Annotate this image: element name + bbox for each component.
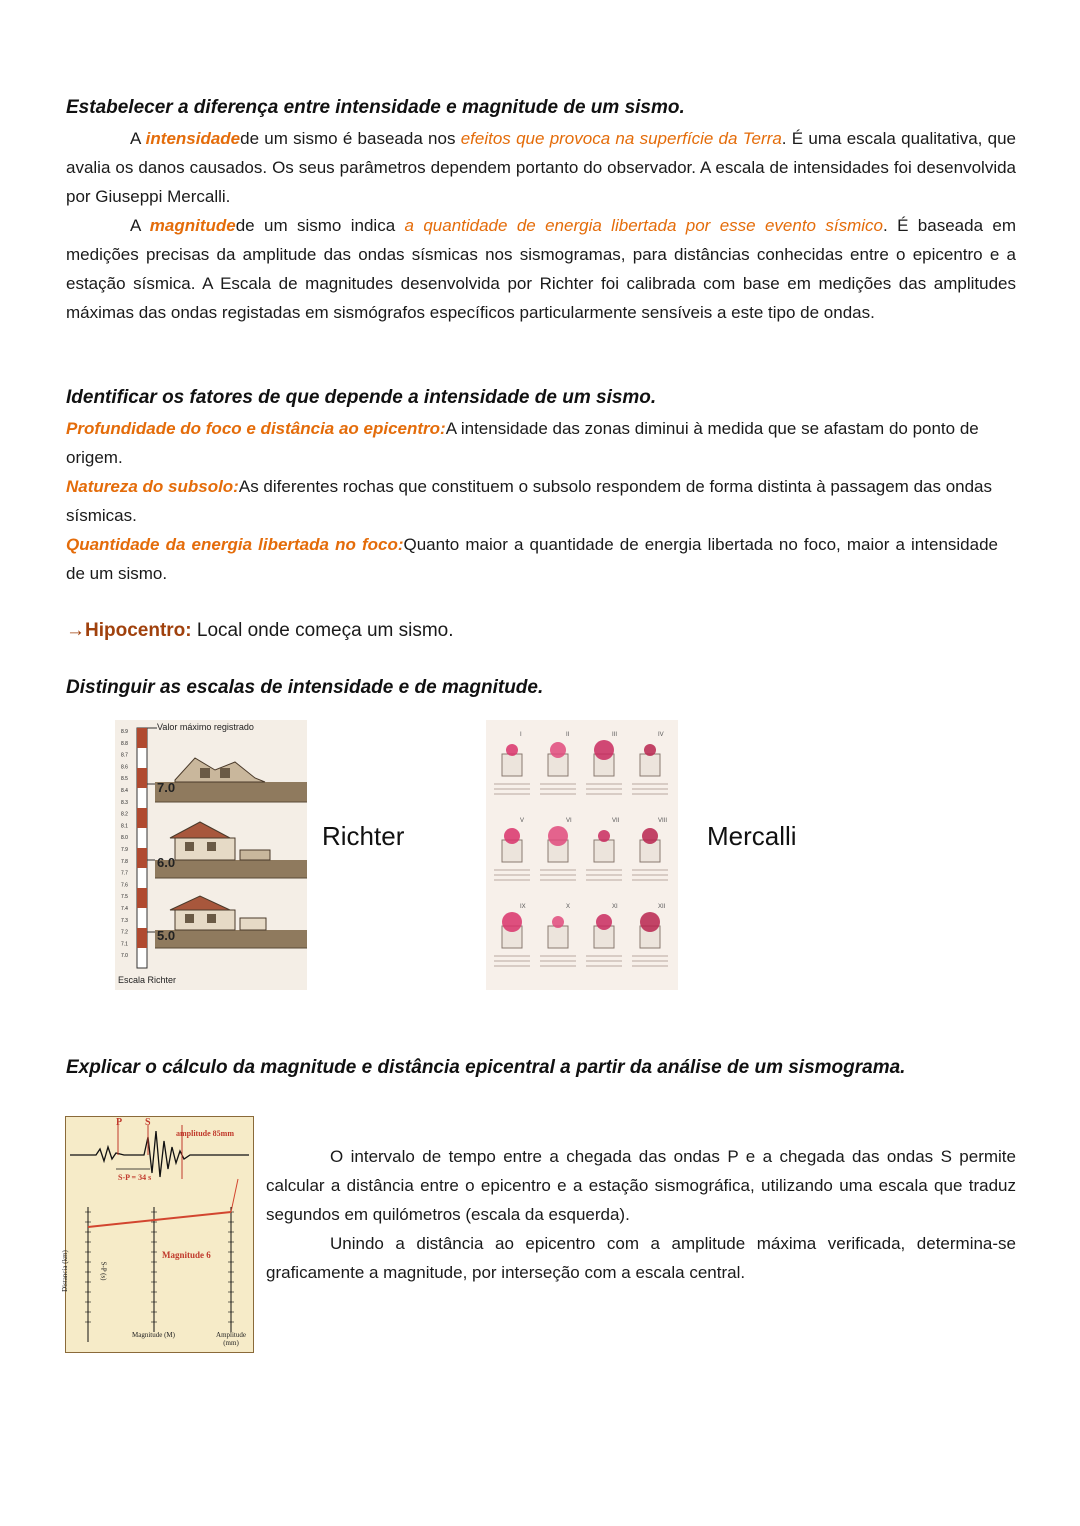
mercalli-panel-label: VI [566,818,572,824]
seismo-magnitude-axis: Magnitude (M) [132,1331,175,1339]
section4-heading: Explicar o cálculo da magnitude e distância epicentral a partir da análise de um sismograma. [66,1057,906,1078]
richter-tick-label: 7.3 [121,917,128,924]
intensity-paragraph [66,124,1016,211]
seismo-sp-axis: S-P (s) [99,1261,108,1281]
richter-tick-label: 8.9 [121,729,128,735]
richter-tick-label: 8.7 [121,752,128,759]
richter-tick-label: 7.5 [121,894,128,901]
hipocentro-line [66,616,1016,645]
richter-tick-label: 8.5 [121,776,128,783]
text-run: A [130,216,150,235]
richter-tick-label: 7.8 [121,858,128,865]
section1-heading: Estabelecer a diferença entre intensidade e magnitude de um sismo. [66,97,685,118]
mercalli-scale-figure [486,720,678,990]
text-run: A [130,129,146,148]
text-run: . É baseada em medições precisas da amplitude das ondas sísmicas nos sismogramas, para distâncias conhecidas entre o epicentro e a estação sísmica. A Escala de magnitudes desenvolvida por Richter foi calibrada com base em medições das amplitudes máximas das ondas registadas em sismógrafos específicos particularmente sensíveis a este tipo de ondas. [66,216,1016,322]
mercalli-panel-label: V [520,818,525,824]
intensity-term: intensidade [145,129,241,148]
text-run: de um sismo é baseada nos [240,129,461,148]
factor-subsoil-label: Natureza do subsolo: [66,477,239,496]
seismogram-paragraph-1: O intervalo de tempo entre a chegada das ondas P e a chegada das ondas S permite calcular a distância entre o epicentro e a estação sismográfica, utilizando uma escala que traduz segundos em quilómetros (escala da esquerda). [266,1147,1016,1224]
richter-tick-label: 8.2 [121,811,128,818]
richter-tick-label: 7.2 [121,929,128,936]
factor-subsoil [66,472,1006,530]
mercalli-panel-label: III [612,732,618,738]
hipocentro-label: Hipocentro: [85,620,192,641]
mercalli-panel-label: XI [612,904,618,910]
text-run: de um sismo indica [235,216,405,235]
seismo-amplitude-label: amplitude 85mm [176,1129,234,1138]
richter-tick-label: 7.0 [121,953,128,960]
hipocentro-text: Local onde começa um sismo. [191,620,454,641]
richter-tick-label: 7.4 [121,906,128,912]
seismo-p-label: P [116,1117,123,1128]
mercalli-panel-label: VIII [658,818,668,824]
text-run: . É uma escala qualitativa, que avalia os danos causados. Os seus parâmetros dependem portanto do observador. A escala de intensidades foi desenvolvida por Giuseppi Mercalli. [66,129,1017,206]
magnitude-term: magnitude [149,216,236,235]
richter-scale-figure [115,720,307,990]
seismogram-paragraph-2: Unindo a distância ao epicentro com a amplitude máxima verificada, determina-se graficamente a magnitude, por interseção com a escala central. [266,1234,1016,1282]
arrow-right-icon: → [66,620,85,641]
richter-bottom-label: Escala Richter [118,975,177,985]
richter-tick-label: 7.9 [121,847,128,853]
richter-tick-label: 8.6 [121,764,128,771]
factor-energy-text: Quanto maior a quantidade de energia libertada no foco, maior a intensidade de um sismo. [66,535,998,583]
effects-highlight: efeitos que provoca na superfície da Terra [460,129,782,148]
mercalli-caption: Mercalli [707,821,797,851]
mercalli-panel-label: VII [612,818,620,824]
richter-top-label: Valor máximo registrado [157,722,254,732]
seismo-s-label: S [145,1117,151,1128]
richter-tick-label: 7.6 [121,882,128,889]
mercalli-panel-label: IV [658,732,664,738]
richter-value-6: 6.0 [157,855,176,870]
richter-caption: Richter [322,821,405,851]
mercalli-panel-label: XII [658,904,666,910]
mercalli-panel-label: I [520,732,522,738]
factor-energy-label: Quantidade da energia libertada no foco: [66,535,404,554]
energy-highlight: a quantidade de energia libertada por esse evento sísmico [404,216,883,235]
section3-heading: Distinguir as escalas de intensidade e de magnitude. [66,677,544,698]
factor-subsoil-text: As diferentes rochas que constituem o subsolo respondem de forma distinta à passagem das ondas sísmicas. [66,477,993,525]
mercalli-panel-label: II [566,732,570,738]
richter-tick-label: 7.1 [121,941,128,948]
seismo-sp-label: S-P = 34 s [118,1173,152,1182]
seismo-distance-axis: Distancia (km) [60,1250,69,1292]
richter-tick-label: 7.7 [121,870,128,877]
factor-depth [66,414,1006,472]
factor-depth-label: Profundidade do foco e distância ao epicentro: [66,419,446,438]
richter-tick-label: 8.4 [121,788,128,794]
mercalli-panel-label: IX [520,904,526,910]
richter-tick-label: 8.8 [121,740,128,747]
seismogram-figure [60,1116,254,1353]
seismo-magnitude-label: Magnitude 6 [162,1250,211,1260]
magnitude-paragraph [66,211,1016,327]
richter-value-7: 7.0 [157,780,176,795]
mercalli-panel-label: X [566,904,571,910]
factor-energy [66,530,998,588]
section2-heading: Identificar os fatores de que depende a intensidade de um sismo. [66,387,657,408]
richter-tick-label: 8.3 [121,799,128,806]
factor-depth-text: A intensidade das zonas diminui à medida que se afastam do ponto de origem. [66,419,979,467]
richter-tick-label: 8.1 [121,823,128,830]
seismo-amplitude-axis: Amplitude (mm) [216,1331,246,1347]
richter-tick-label: 8.0 [121,835,128,842]
richter-value-5: 5.0 [157,928,176,943]
